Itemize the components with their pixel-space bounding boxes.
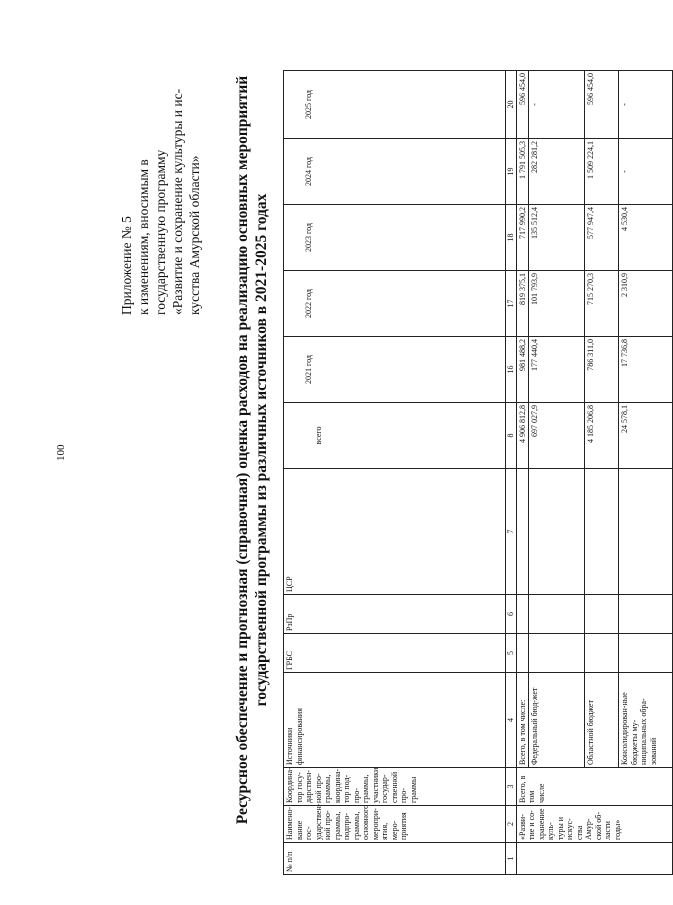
header-total: всего xyxy=(284,403,506,469)
value-cell: 4 906 812,8 xyxy=(516,403,529,469)
value-cell: 596 454,0 xyxy=(585,71,619,139)
value-cell: 1 509 224,1 xyxy=(585,139,619,205)
header-rzpr: РзПр xyxy=(284,595,506,634)
csr-cell xyxy=(529,469,585,595)
title-line: государственной программы из различных источников в 2021-2025 годах xyxy=(253,193,270,707)
col-number: 1 xyxy=(506,843,517,875)
appendix-line: «Развитие и сохранение культуры и ис- xyxy=(170,88,185,315)
table-row xyxy=(585,71,619,875)
header-row xyxy=(284,71,506,875)
appendix-line: к изменениям, вносимым в xyxy=(136,159,151,315)
col-number: 16 xyxy=(506,337,517,403)
source-cell: Всего, в том числе: xyxy=(516,673,529,768)
row-num-cell xyxy=(516,843,673,875)
value-cell: - xyxy=(619,71,673,139)
value-cell: - xyxy=(529,71,585,139)
rzpr-cell xyxy=(529,595,585,634)
grbs-cell xyxy=(619,634,673,673)
value-cell: 4 530,4 xyxy=(619,205,673,271)
financing-table xyxy=(283,70,673,875)
header-grbs: ГРБС xyxy=(284,634,506,673)
value-cell: - xyxy=(619,139,673,205)
value-cell: 981 488,2 xyxy=(516,337,529,403)
coordinator-cell: Всего, в том числе xyxy=(516,768,673,806)
rzpr-cell xyxy=(585,595,619,634)
value-cell: 17 736,8 xyxy=(619,337,673,403)
value-cell: 101 793,9 xyxy=(529,271,585,337)
header-year-2021: 2021 год xyxy=(284,337,506,403)
value-cell: 24 578,1 xyxy=(619,403,673,469)
csr-cell xyxy=(585,469,619,595)
col-number: 4 xyxy=(506,673,517,768)
value-cell: 715 270,3 xyxy=(585,271,619,337)
value-cell: 697 027,9 xyxy=(529,403,585,469)
appendix-line: кусства Амурской области» xyxy=(187,155,202,315)
csr-cell xyxy=(516,469,529,595)
table-row xyxy=(619,71,673,875)
value-cell: 577 947,4 xyxy=(585,205,619,271)
col-number: 19 xyxy=(506,139,517,205)
grbs-cell xyxy=(516,634,529,673)
grbs-cell xyxy=(585,634,619,673)
value-cell: 717 990,2 xyxy=(516,205,529,271)
header-year-2025: 2025 год xyxy=(284,71,506,139)
col-number: 3 xyxy=(506,768,517,806)
document-title xyxy=(233,65,271,835)
header-sources: Источники финансирования xyxy=(284,673,506,768)
header-year-2023: 2023 год xyxy=(284,205,506,271)
value-cell: 135 512,4 xyxy=(529,205,585,271)
program-name-cell: «Разви-тие и со-хранение куль-туры и искус-ства Амур-ской об-ласти годы» xyxy=(516,806,673,843)
title-line: Ресурсное обеспечение и прогнозная (справочная) оценка расходов на реализацию основных мероприятий xyxy=(234,75,251,825)
value-cell: 4 185 206,8 xyxy=(585,403,619,469)
col-number: 17 xyxy=(506,271,517,337)
value-cell: 1 791 505,3 xyxy=(516,139,529,205)
col-number: 8 xyxy=(506,403,517,469)
appendix-header xyxy=(118,89,203,315)
value-cell: 786 311,0 xyxy=(585,337,619,403)
table-row xyxy=(516,71,529,875)
header-name: Наимено-вание гос-ударствен-ной про-граммы, подпро-граммы, основного меропри-ятия, меро-приятия xyxy=(284,806,506,843)
col-number: 18 xyxy=(506,205,517,271)
csr-cell xyxy=(619,469,673,595)
source-cell: Консолидирован-ные бюджеты му-ниципальных обра-зований xyxy=(619,673,673,768)
col-number: 20 xyxy=(506,71,517,139)
value-cell: 177 440,4 xyxy=(529,337,585,403)
source-cell: Федеральный бюд-жет xyxy=(529,673,585,768)
header-num: № п/п xyxy=(284,843,506,875)
col-number: 5 xyxy=(506,634,517,673)
header-csr: ЦСР xyxy=(284,469,506,595)
value-cell: 819 375,1 xyxy=(516,271,529,337)
column-number-row xyxy=(506,71,517,875)
header-year-2022: 2022 год xyxy=(284,271,506,337)
header-year-2024: 2024 год xyxy=(284,139,506,205)
col-number: 6 xyxy=(506,595,517,634)
value-cell: 282 281,2 xyxy=(529,139,585,205)
rzpr-cell xyxy=(516,595,529,634)
source-cell: Областной бюджет xyxy=(585,673,619,768)
table-row xyxy=(529,71,585,875)
value-cell: 596 454,0 xyxy=(516,71,529,139)
header-coordinator: Координа-тор госу-дарствен-ной про-граммы, координа-тор под-про-граммы, участники государ-ственной про-граммы xyxy=(284,768,506,806)
appendix-line: Приложение № 5 xyxy=(119,216,134,315)
grbs-cell xyxy=(529,634,585,673)
value-cell: 2 310,9 xyxy=(619,271,673,337)
appendix-line: государственную программу xyxy=(153,149,168,315)
col-number: 7 xyxy=(506,469,517,595)
col-number: 2 xyxy=(506,806,517,843)
rzpr-cell xyxy=(619,595,673,634)
page-number: 100 xyxy=(55,444,67,461)
